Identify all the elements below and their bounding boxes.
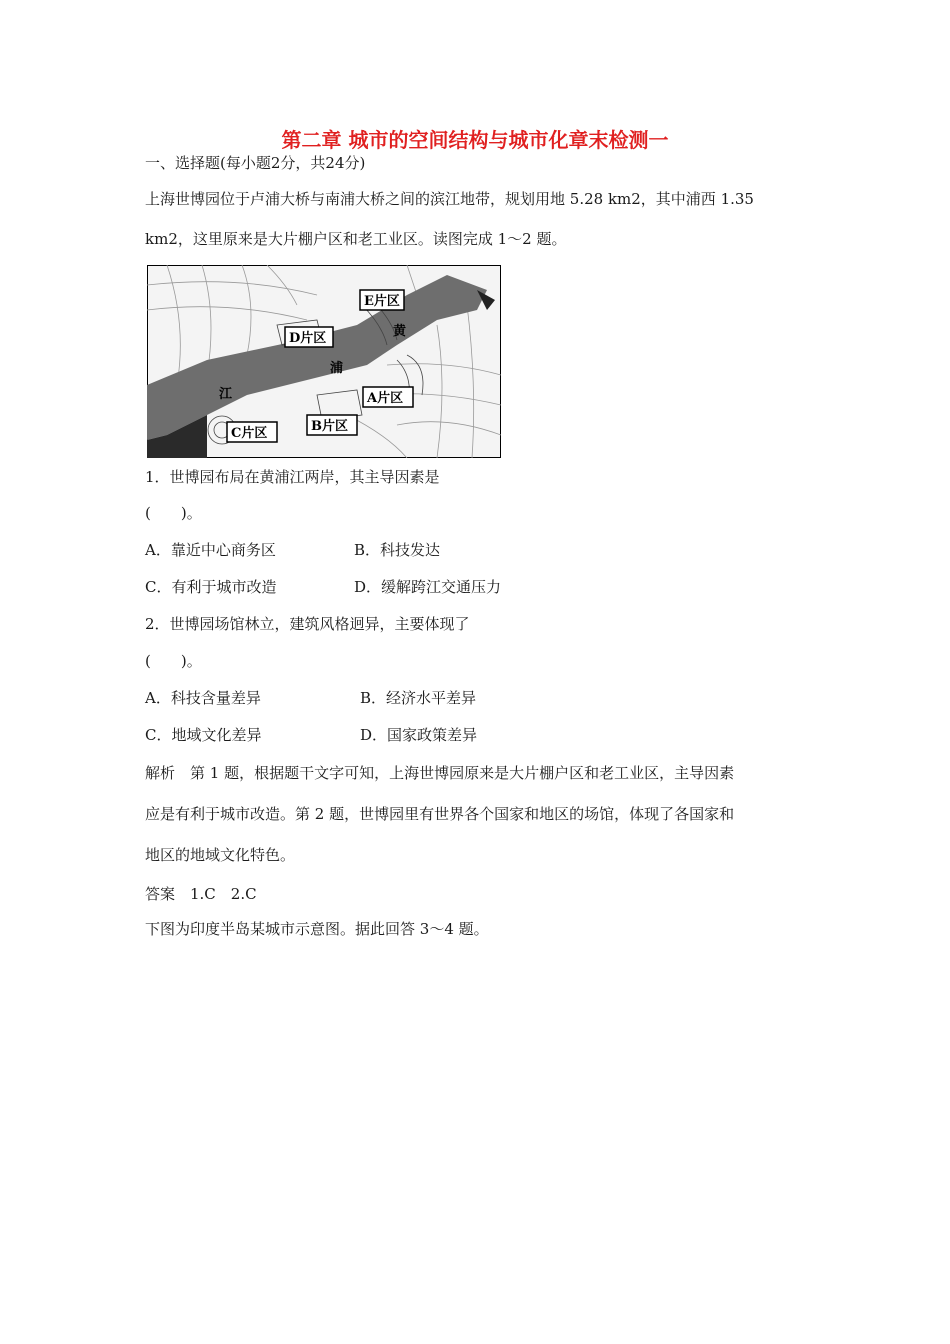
intro-line-2: km2，这里原来是大片棚户区和老工业区。读图完成 1～2 题。 — [145, 230, 567, 248]
map-river-char-2: 浦 — [330, 361, 344, 376]
question-2-stem: 2．世博园场馆林立，建筑风格迥异，主要体现了 — [145, 615, 470, 633]
question-2-option-a: A．科技含量差异 — [145, 689, 261, 707]
intro-line-1: 上海世博园位于卢浦大桥与南浦大桥之间的滨江地带，规划用地 5.28 km2，其中浦西 1.35 — [145, 190, 754, 208]
answer-line: 答案 1.C 2.C — [145, 885, 257, 903]
question-1-blank: ( )。 — [145, 504, 202, 522]
question-2-option-b: B．经济水平差异 — [360, 689, 477, 707]
analysis-line-3: 地区的地域文化特色。 — [145, 846, 296, 864]
expo-map-figure — [147, 265, 501, 458]
map-label-c: C片区 — [231, 426, 268, 441]
map-label-b: B片区 — [311, 419, 348, 434]
map-label-a: A片区 — [367, 391, 404, 406]
page-title: 第二章 城市的空间结构与城市化章末检测一 — [281, 128, 669, 152]
map-label-d: D片区 — [289, 331, 327, 346]
map-label-e: E片区 — [364, 294, 400, 309]
question-1-option-d: D．缓解跨江交通压力 — [354, 578, 502, 596]
next-question-intro: 下图为印度半岛某城市示意图。据此回答 3～4 题。 — [145, 920, 489, 938]
question-2-option-d: D．国家政策差异 — [360, 726, 478, 744]
analysis-line-2: 应是有利于城市改造。第 2 题，世博园里有世界各个国家和地区的场馆，体现了各国家和 — [145, 805, 735, 823]
map-river-char-3: 江 — [219, 387, 233, 402]
question-1-option-b: B．科技发达 — [354, 541, 441, 559]
question-2-option-c: C．地域文化差异 — [145, 726, 262, 744]
question-2-blank: ( )。 — [145, 652, 202, 670]
question-1-option-c: C．有利于城市改造 — [145, 578, 277, 596]
map-river-char-1: 黄 — [393, 324, 407, 339]
section-heading: 一、选择题(每小题2分，共24分) — [145, 154, 366, 172]
question-1-option-a: A．靠近中心商务区 — [145, 541, 276, 559]
question-1-stem: 1．世博园布局在黄浦江两岸，其主导因素是 — [145, 468, 440, 486]
analysis-line-1: 解析 第 1 题，根据题干文字可知，上海世博园原来是大片棚户区和老工业区，主导因素 — [145, 764, 735, 782]
